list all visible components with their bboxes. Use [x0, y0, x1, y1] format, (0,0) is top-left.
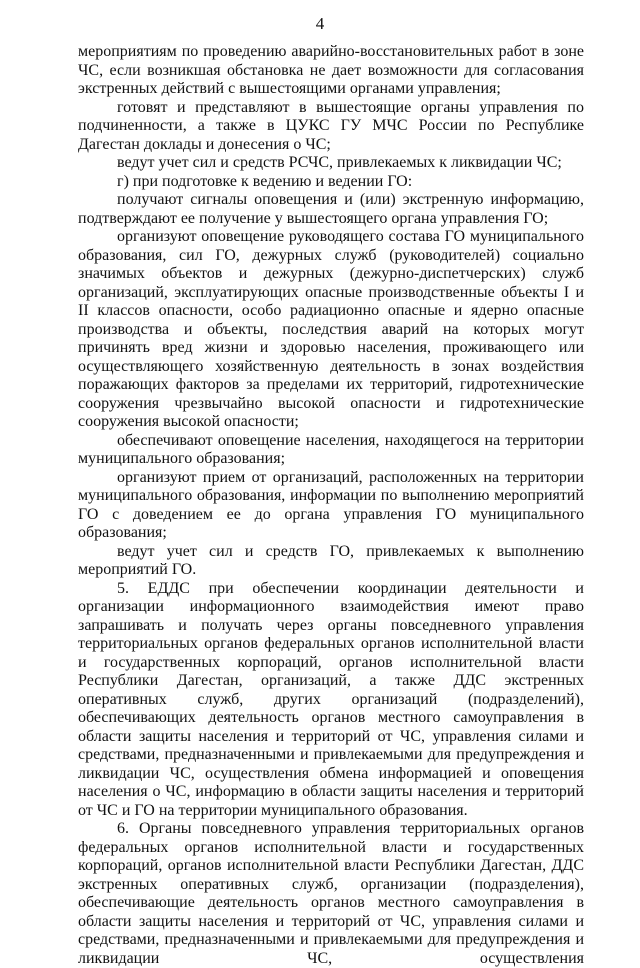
paragraph: организуют прием от организаций, расположенных на территории муниципального образования, информации по выполнению мероприятий ГО с доведением ее до органа управления ГО муниципального образования;	[78, 468, 584, 541]
paragraph: ведут учет сил и средств РСЧС, привлекаемых к ликвидации ЧС;	[117, 154, 562, 171]
paragraph: ведут учет сил и средств ГО, привлекаемых к выполнению мероприятий ГО.	[78, 542, 584, 578]
paragraph: 5. ЕДДС при обеспечении координации деятельности и организации информационного взаимодействия имеют право запрашивать и получать через органы повседневного управления территориальных органов федеральных органов исполнительной власти и государственных корпораций, органов исполнительной власти Республики Дагестан, организаций, а также ДДС экстренных оперативных служб, других организаций (подразделений), обеспечивающих деятельность органов местного самоуправления в области защиты населения и территорий от ЧС, управления силами и средствами, предназначенными и привлекаемыми для предупреждения и ликвидации ЧС, осуществления обмена информацией и оповещения населения о ЧС, информацию в области защиты населения и территорий от ЧС и ГО на территории муниципального образования.	[78, 579, 584, 819]
document-body	[78, 43, 584, 968]
paragraph: получают сигналы оповещения и (или) экстренную информацию, подтверждают ее получение у вышестоящего органа управления ГО;	[78, 191, 584, 227]
paragraph: г) при подготовке к ведению и ведении ГО:	[117, 172, 413, 190]
paragraph: мероприятиям по проведению аварийно-восстановительных работ в зоне ЧС, если возникшая обстановка не дает возможности для согласования экстренных действий с вышестоящими органами управления;	[78, 43, 584, 97]
paragraph: обеспечивают оповещение населения, находящегося на территории муниципального образования;	[78, 431, 584, 467]
paragraph: готовят и представляют в вышестоящие органы управления по подчиненности, а также в ЦУКС ГУ МЧС России по Республике Дагестан доклады и донесения о ЧС;	[78, 98, 584, 153]
paragraph: 6. Органы повседневного управления территориальных органов федеральных органов исполнительной власти и государственных корпораций, органов исполнительной власти Республики Дагестан, ДДС экстренных оперативных служб, организации (подразделения), обеспечивающие деятельность органов местного самоуправления в области защиты населения и территорий от ЧС, управления силами и средствами, предназначенными и привлекаемыми для предупреждения и ликвидации ЧС, осуществления	[78, 820, 584, 967]
page-number: 4	[315, 14, 325, 33]
paragraph: организуют оповещение руководящего состава ГО муниципального образования, сил ГО, дежурных служб (руководителей) социально значимых объектов и дежурных (дежурно-диспетчерских) служб организаций, эксплуатирующих опасные производственные объекты I и II классов опасности, особо радиационно опасные и ядерно опасные производства и объекты, последствия аварий на которых могут причинять вред жизни и здоровью населения, проживающего или осуществляющего хозяйственную деятельность в зонах воздействия поражающих факторов за пределами их территорий, гидротехнические сооружения чрезвычайно высокой опасности и гидротехнические сооружения высокой опасности;	[78, 228, 584, 430]
